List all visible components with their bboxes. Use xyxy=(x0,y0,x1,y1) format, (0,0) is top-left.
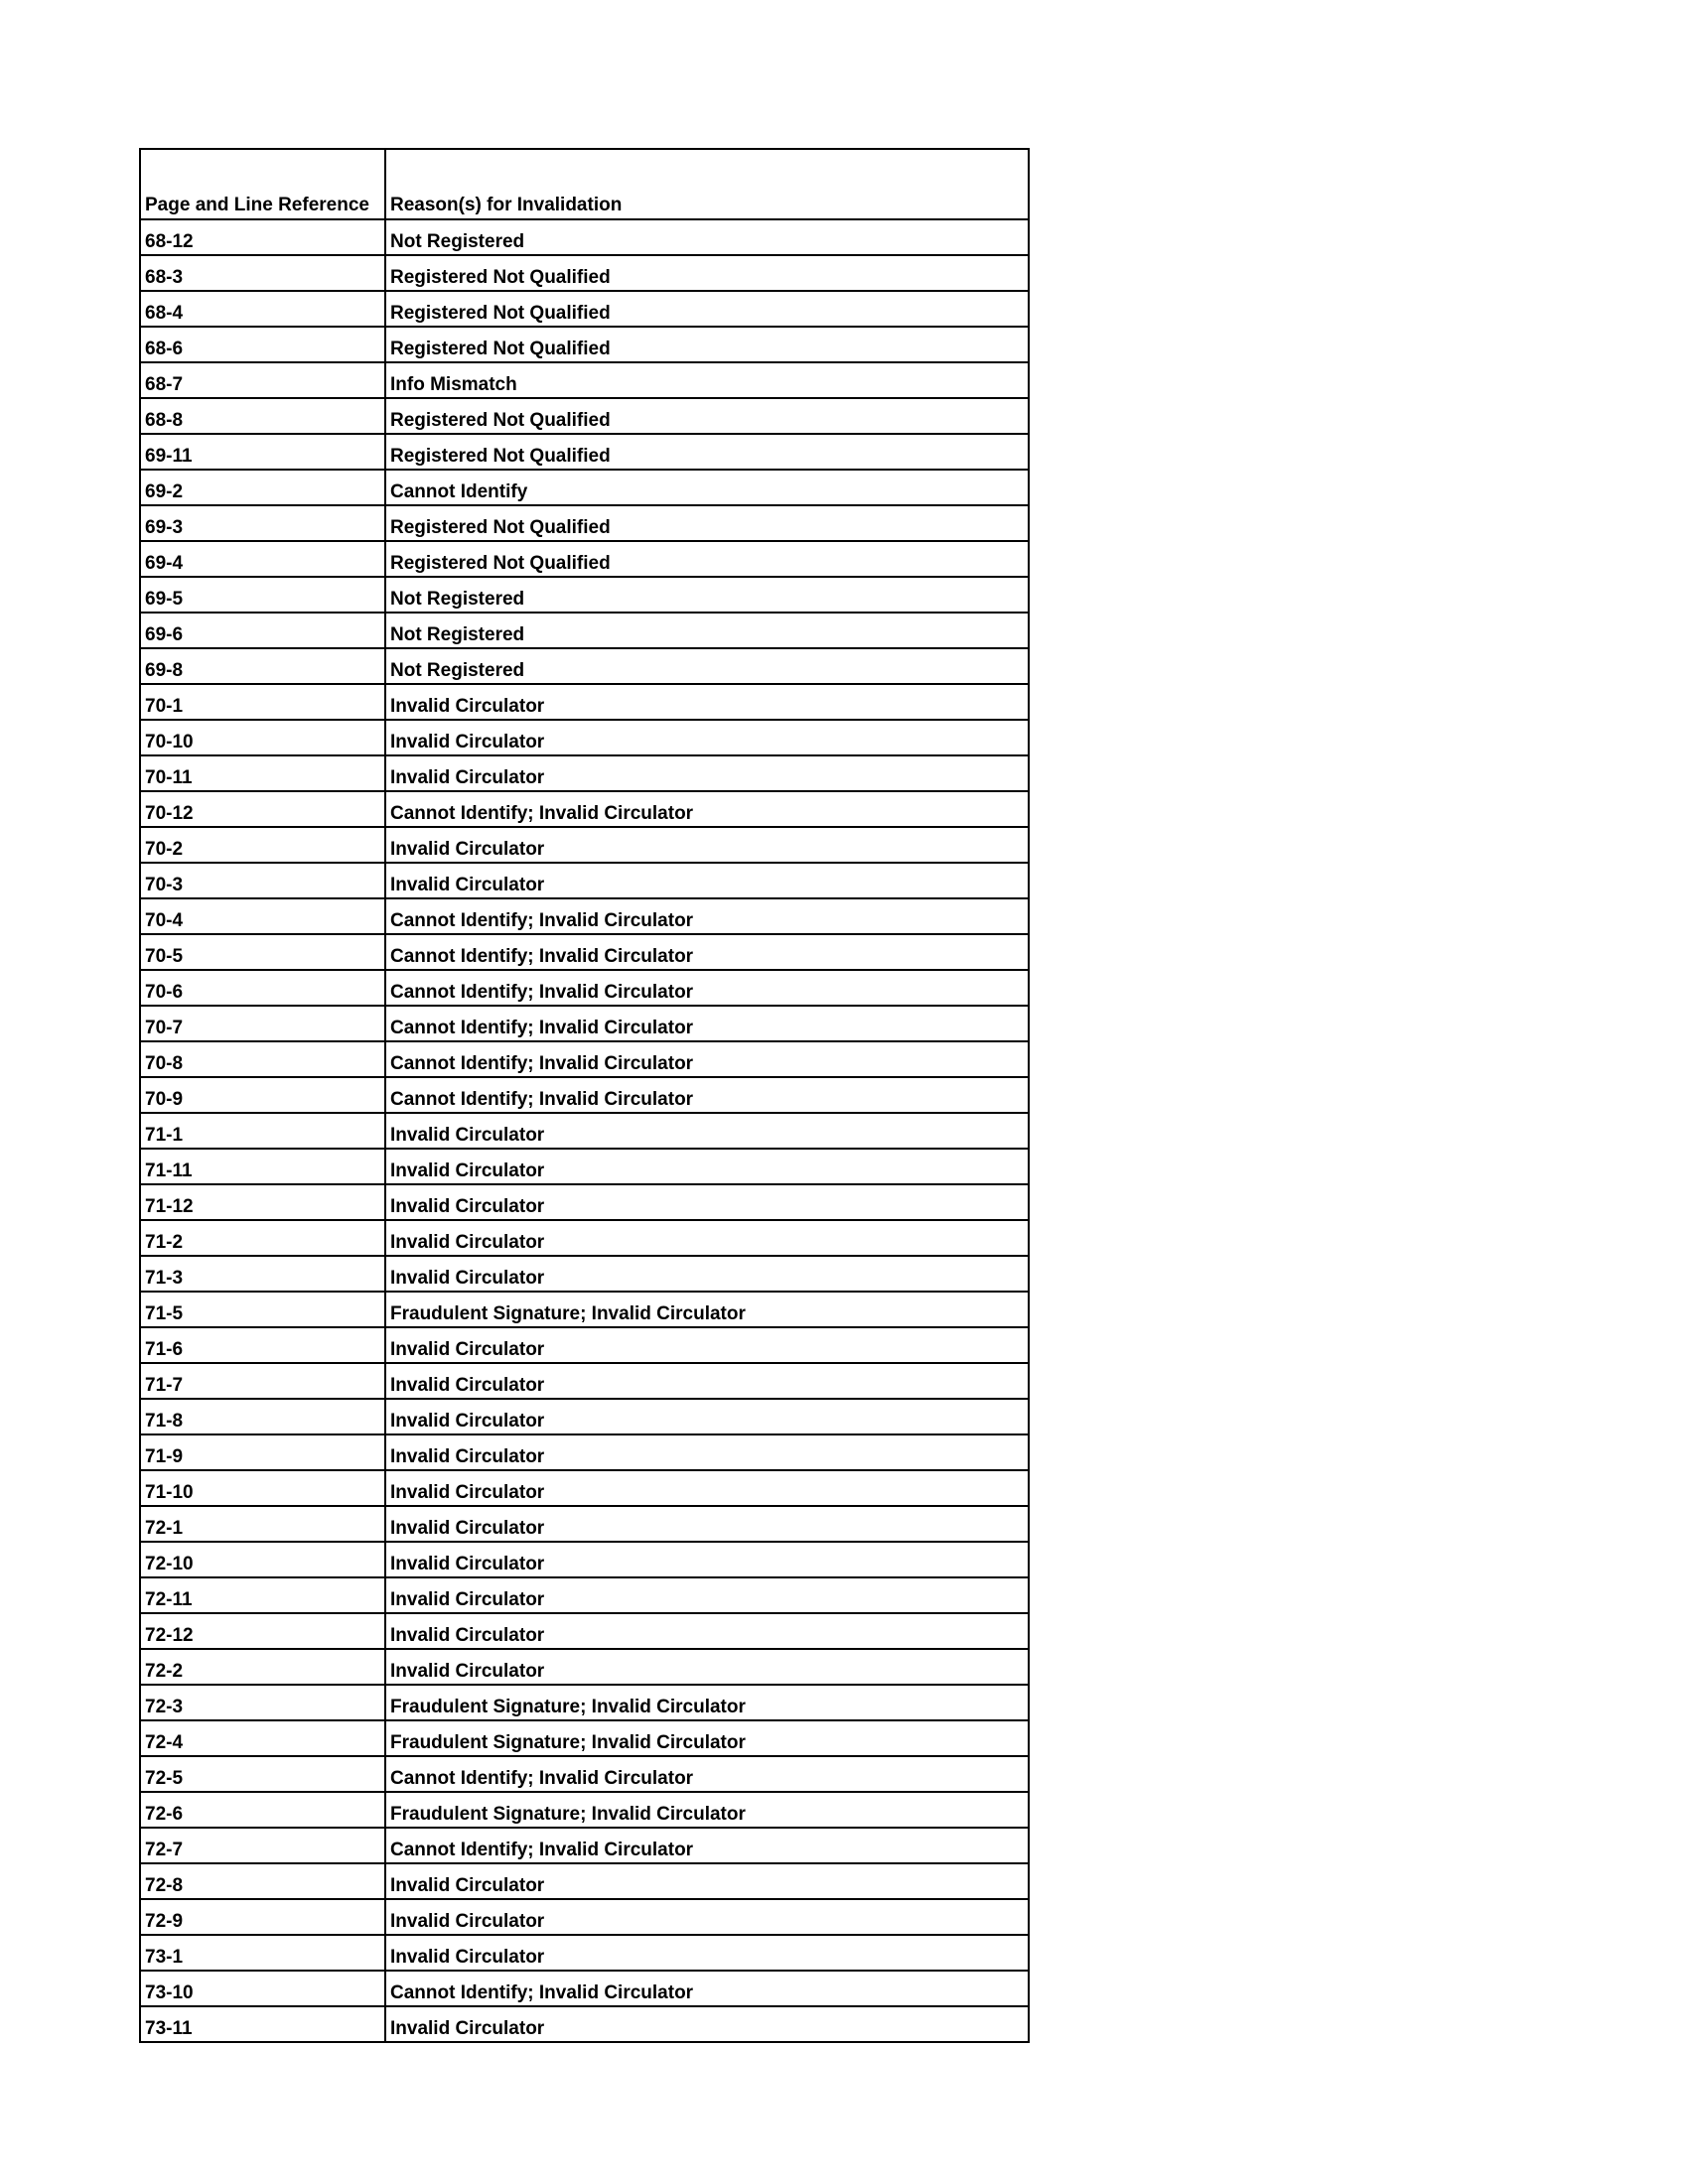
table-row xyxy=(140,1220,1029,1256)
table-row xyxy=(140,1292,1029,1327)
page-line-reference-cell: 72-7 xyxy=(140,1828,385,1863)
table-row xyxy=(140,1470,1029,1506)
table-row xyxy=(140,1113,1029,1149)
table-row xyxy=(140,470,1029,505)
table-row xyxy=(140,1256,1029,1292)
table-row xyxy=(140,791,1029,827)
page-line-reference-cell: 71-3 xyxy=(140,1256,385,1292)
table-row xyxy=(140,1649,1029,1685)
table-row xyxy=(140,970,1029,1006)
table-row xyxy=(140,255,1029,291)
invalidation-reason-cell: Not Registered xyxy=(385,577,1029,613)
invalidation-reason-cell: Registered Not Qualified xyxy=(385,505,1029,541)
invalidation-reason-cell: Registered Not Qualified xyxy=(385,291,1029,327)
table-row xyxy=(140,1399,1029,1434)
invalidation-reason-cell: Invalid Circulator xyxy=(385,1184,1029,1220)
invalidation-reason-cell: Fraudulent Signature; Invalid Circulator xyxy=(385,1292,1029,1327)
table-row xyxy=(140,863,1029,898)
page-line-reference-cell: 70-8 xyxy=(140,1041,385,1077)
table-row xyxy=(140,1077,1029,1113)
invalidation-reason-cell: Invalid Circulator xyxy=(385,1577,1029,1613)
page-line-reference-cell: 73-1 xyxy=(140,1935,385,1971)
page-line-reference-cell: 68-4 xyxy=(140,291,385,327)
page-line-reference-cell: 72-11 xyxy=(140,1577,385,1613)
page-line-reference-cell: 69-11 xyxy=(140,434,385,470)
table-row xyxy=(140,1542,1029,1577)
page-line-reference-cell: 69-5 xyxy=(140,577,385,613)
invalidation-reason-cell: Invalid Circulator xyxy=(385,1506,1029,1542)
page-line-reference-cell: 69-6 xyxy=(140,613,385,648)
page-line-reference-cell: 70-2 xyxy=(140,827,385,863)
page-line-reference-cell: 72-5 xyxy=(140,1756,385,1792)
invalidation-sheet xyxy=(139,148,1028,2043)
invalidation-reason-cell: Cannot Identify; Invalid Circulator xyxy=(385,1971,1029,2006)
invalidation-reason-cell: Fraudulent Signature; Invalid Circulator xyxy=(385,1792,1029,1828)
table-row xyxy=(140,1506,1029,1542)
table-row xyxy=(140,898,1029,934)
page-line-reference-cell: 72-6 xyxy=(140,1792,385,1828)
page-line-reference-cell: 68-3 xyxy=(140,255,385,291)
page-line-reference-cell: 71-8 xyxy=(140,1399,385,1434)
invalidation-reason-cell: Registered Not Qualified xyxy=(385,541,1029,577)
invalidation-reason-cell: Cannot Identify; Invalid Circulator xyxy=(385,970,1029,1006)
page-line-reference-cell: 70-9 xyxy=(140,1077,385,1113)
page-line-reference-cell: 71-2 xyxy=(140,1220,385,1256)
page-line-reference-cell: 72-4 xyxy=(140,1720,385,1756)
page-line-reference-cell: 68-8 xyxy=(140,398,385,434)
table-row xyxy=(140,827,1029,863)
invalidation-reason-cell: Info Mismatch xyxy=(385,362,1029,398)
invalidation-reason-cell: Registered Not Qualified xyxy=(385,327,1029,362)
table-row xyxy=(140,541,1029,577)
table-row xyxy=(140,1863,1029,1899)
table-row xyxy=(140,613,1029,648)
page-line-reference-cell: 70-10 xyxy=(140,720,385,755)
page-line-reference-cell: 71-7 xyxy=(140,1363,385,1399)
table-row xyxy=(140,1434,1029,1470)
page-line-reference-cell: 72-1 xyxy=(140,1506,385,1542)
page-line-reference-cell: 70-6 xyxy=(140,970,385,1006)
page-line-reference-cell: 70-5 xyxy=(140,934,385,970)
invalidation-reason-cell: Cannot Identify; Invalid Circulator xyxy=(385,1828,1029,1863)
invalidation-reason-cell: Cannot Identify; Invalid Circulator xyxy=(385,934,1029,970)
table-row xyxy=(140,1149,1029,1184)
page-line-reference-cell: 70-11 xyxy=(140,755,385,791)
table-row xyxy=(140,327,1029,362)
invalidation-reason-cell: Registered Not Qualified xyxy=(385,255,1029,291)
invalidation-reason-cell: Invalid Circulator xyxy=(385,1542,1029,1577)
invalidation-reason-cell: Cannot Identify; Invalid Circulator xyxy=(385,1041,1029,1077)
page-line-reference-cell: 70-7 xyxy=(140,1006,385,1041)
invalidation-reason-cell: Invalid Circulator xyxy=(385,1899,1029,1935)
table-row xyxy=(140,755,1029,791)
table-row xyxy=(140,1792,1029,1828)
table-row xyxy=(140,1685,1029,1720)
page-line-reference-cell: 68-7 xyxy=(140,362,385,398)
invalidation-reason-cell: Cannot Identify xyxy=(385,470,1029,505)
invalidation-reason-cell: Invalid Circulator xyxy=(385,1220,1029,1256)
page-line-reference-cell: 70-12 xyxy=(140,791,385,827)
page-line-reference-cell: 70-3 xyxy=(140,863,385,898)
header-page-line-reference: Page and Line Reference xyxy=(140,149,385,219)
table-row xyxy=(140,934,1029,970)
invalidation-reason-cell: Registered Not Qualified xyxy=(385,398,1029,434)
page-line-reference-cell: 70-1 xyxy=(140,684,385,720)
invalidation-reason-cell: Invalid Circulator xyxy=(385,720,1029,755)
invalidation-reason-cell: Not Registered xyxy=(385,648,1029,684)
page-line-reference-cell: 72-8 xyxy=(140,1863,385,1899)
invalidation-reason-cell: Invalid Circulator xyxy=(385,1613,1029,1649)
table-row xyxy=(140,434,1029,470)
page-line-reference-cell: 73-10 xyxy=(140,1971,385,2006)
page-line-reference-cell: 71-6 xyxy=(140,1327,385,1363)
invalidation-reason-cell: Invalid Circulator xyxy=(385,1649,1029,1685)
invalidation-reason-cell: Cannot Identify; Invalid Circulator xyxy=(385,1077,1029,1113)
page-line-reference-cell: 71-5 xyxy=(140,1292,385,1327)
invalidation-reason-cell: Invalid Circulator xyxy=(385,827,1029,863)
table-row xyxy=(140,1577,1029,1613)
page-line-reference-cell: 69-8 xyxy=(140,648,385,684)
table-row xyxy=(140,1756,1029,1792)
table-row xyxy=(140,291,1029,327)
page-line-reference-cell: 69-2 xyxy=(140,470,385,505)
table-row xyxy=(140,648,1029,684)
table-row xyxy=(140,1041,1029,1077)
table-body xyxy=(140,219,1029,2042)
page-line-reference-cell: 70-4 xyxy=(140,898,385,934)
table-row xyxy=(140,398,1029,434)
invalidation-reason-cell: Invalid Circulator xyxy=(385,2006,1029,2042)
invalidation-reason-cell: Fraudulent Signature; Invalid Circulator xyxy=(385,1685,1029,1720)
page-line-reference-cell: 71-10 xyxy=(140,1470,385,1506)
table-row xyxy=(140,362,1029,398)
invalidation-reason-cell: Invalid Circulator xyxy=(385,1327,1029,1363)
invalidation-reason-cell: Fraudulent Signature; Invalid Circulator xyxy=(385,1720,1029,1756)
invalidation-reason-cell: Not Registered xyxy=(385,219,1029,255)
page-line-reference-cell: 73-11 xyxy=(140,2006,385,2042)
table-row xyxy=(140,720,1029,755)
page-line-reference-cell: 71-1 xyxy=(140,1113,385,1149)
page-line-reference-cell: 71-11 xyxy=(140,1149,385,1184)
header-reasons-for-invalidation: Reason(s) for Invalidation xyxy=(385,149,1029,219)
table-row xyxy=(140,1613,1029,1649)
invalidation-reason-cell: Registered Not Qualified xyxy=(385,434,1029,470)
table-row xyxy=(140,577,1029,613)
invalidation-reason-cell: Invalid Circulator xyxy=(385,1113,1029,1149)
page-line-reference-cell: 68-12 xyxy=(140,219,385,255)
invalidation-reason-cell: Invalid Circulator xyxy=(385,1363,1029,1399)
table-row xyxy=(140,1184,1029,1220)
table-row xyxy=(140,1899,1029,1935)
invalidation-reason-cell: Invalid Circulator xyxy=(385,1149,1029,1184)
table-row xyxy=(140,505,1029,541)
invalidation-reason-cell: Cannot Identify; Invalid Circulator xyxy=(385,791,1029,827)
table-row xyxy=(140,1935,1029,1971)
page-line-reference-cell: 68-6 xyxy=(140,327,385,362)
invalidation-reason-cell: Not Registered xyxy=(385,613,1029,648)
invalidation-reason-cell: Invalid Circulator xyxy=(385,1470,1029,1506)
table-row xyxy=(140,1363,1029,1399)
page-line-reference-cell: 71-9 xyxy=(140,1434,385,1470)
page-line-reference-cell: 69-3 xyxy=(140,505,385,541)
invalidation-reason-cell: Invalid Circulator xyxy=(385,1935,1029,1971)
page-line-reference-cell: 72-12 xyxy=(140,1613,385,1649)
invalidation-table xyxy=(139,148,1030,2043)
table-header-row xyxy=(140,149,1029,219)
page-line-reference-cell: 72-3 xyxy=(140,1685,385,1720)
table-row xyxy=(140,684,1029,720)
page-line-reference-cell: 69-4 xyxy=(140,541,385,577)
page-line-reference-cell: 72-2 xyxy=(140,1649,385,1685)
invalidation-reason-cell: Invalid Circulator xyxy=(385,1256,1029,1292)
invalidation-reason-cell: Cannot Identify; Invalid Circulator xyxy=(385,898,1029,934)
table-row xyxy=(140,1971,1029,2006)
invalidation-reason-cell: Invalid Circulator xyxy=(385,1434,1029,1470)
invalidation-reason-cell: Invalid Circulator xyxy=(385,684,1029,720)
invalidation-reason-cell: Cannot Identify; Invalid Circulator xyxy=(385,1006,1029,1041)
invalidation-reason-cell: Invalid Circulator xyxy=(385,863,1029,898)
table-row xyxy=(140,1006,1029,1041)
page-line-reference-cell: 71-12 xyxy=(140,1184,385,1220)
invalidation-reason-cell: Invalid Circulator xyxy=(385,755,1029,791)
page-line-reference-cell: 72-10 xyxy=(140,1542,385,1577)
page-line-reference-cell: 72-9 xyxy=(140,1899,385,1935)
table-row xyxy=(140,1720,1029,1756)
invalidation-reason-cell: Invalid Circulator xyxy=(385,1399,1029,1434)
invalidation-reason-cell: Cannot Identify; Invalid Circulator xyxy=(385,1756,1029,1792)
invalidation-reason-cell: Invalid Circulator xyxy=(385,1863,1029,1899)
table-row xyxy=(140,2006,1029,2042)
table-row xyxy=(140,1327,1029,1363)
table-row xyxy=(140,219,1029,255)
table-row xyxy=(140,1828,1029,1863)
